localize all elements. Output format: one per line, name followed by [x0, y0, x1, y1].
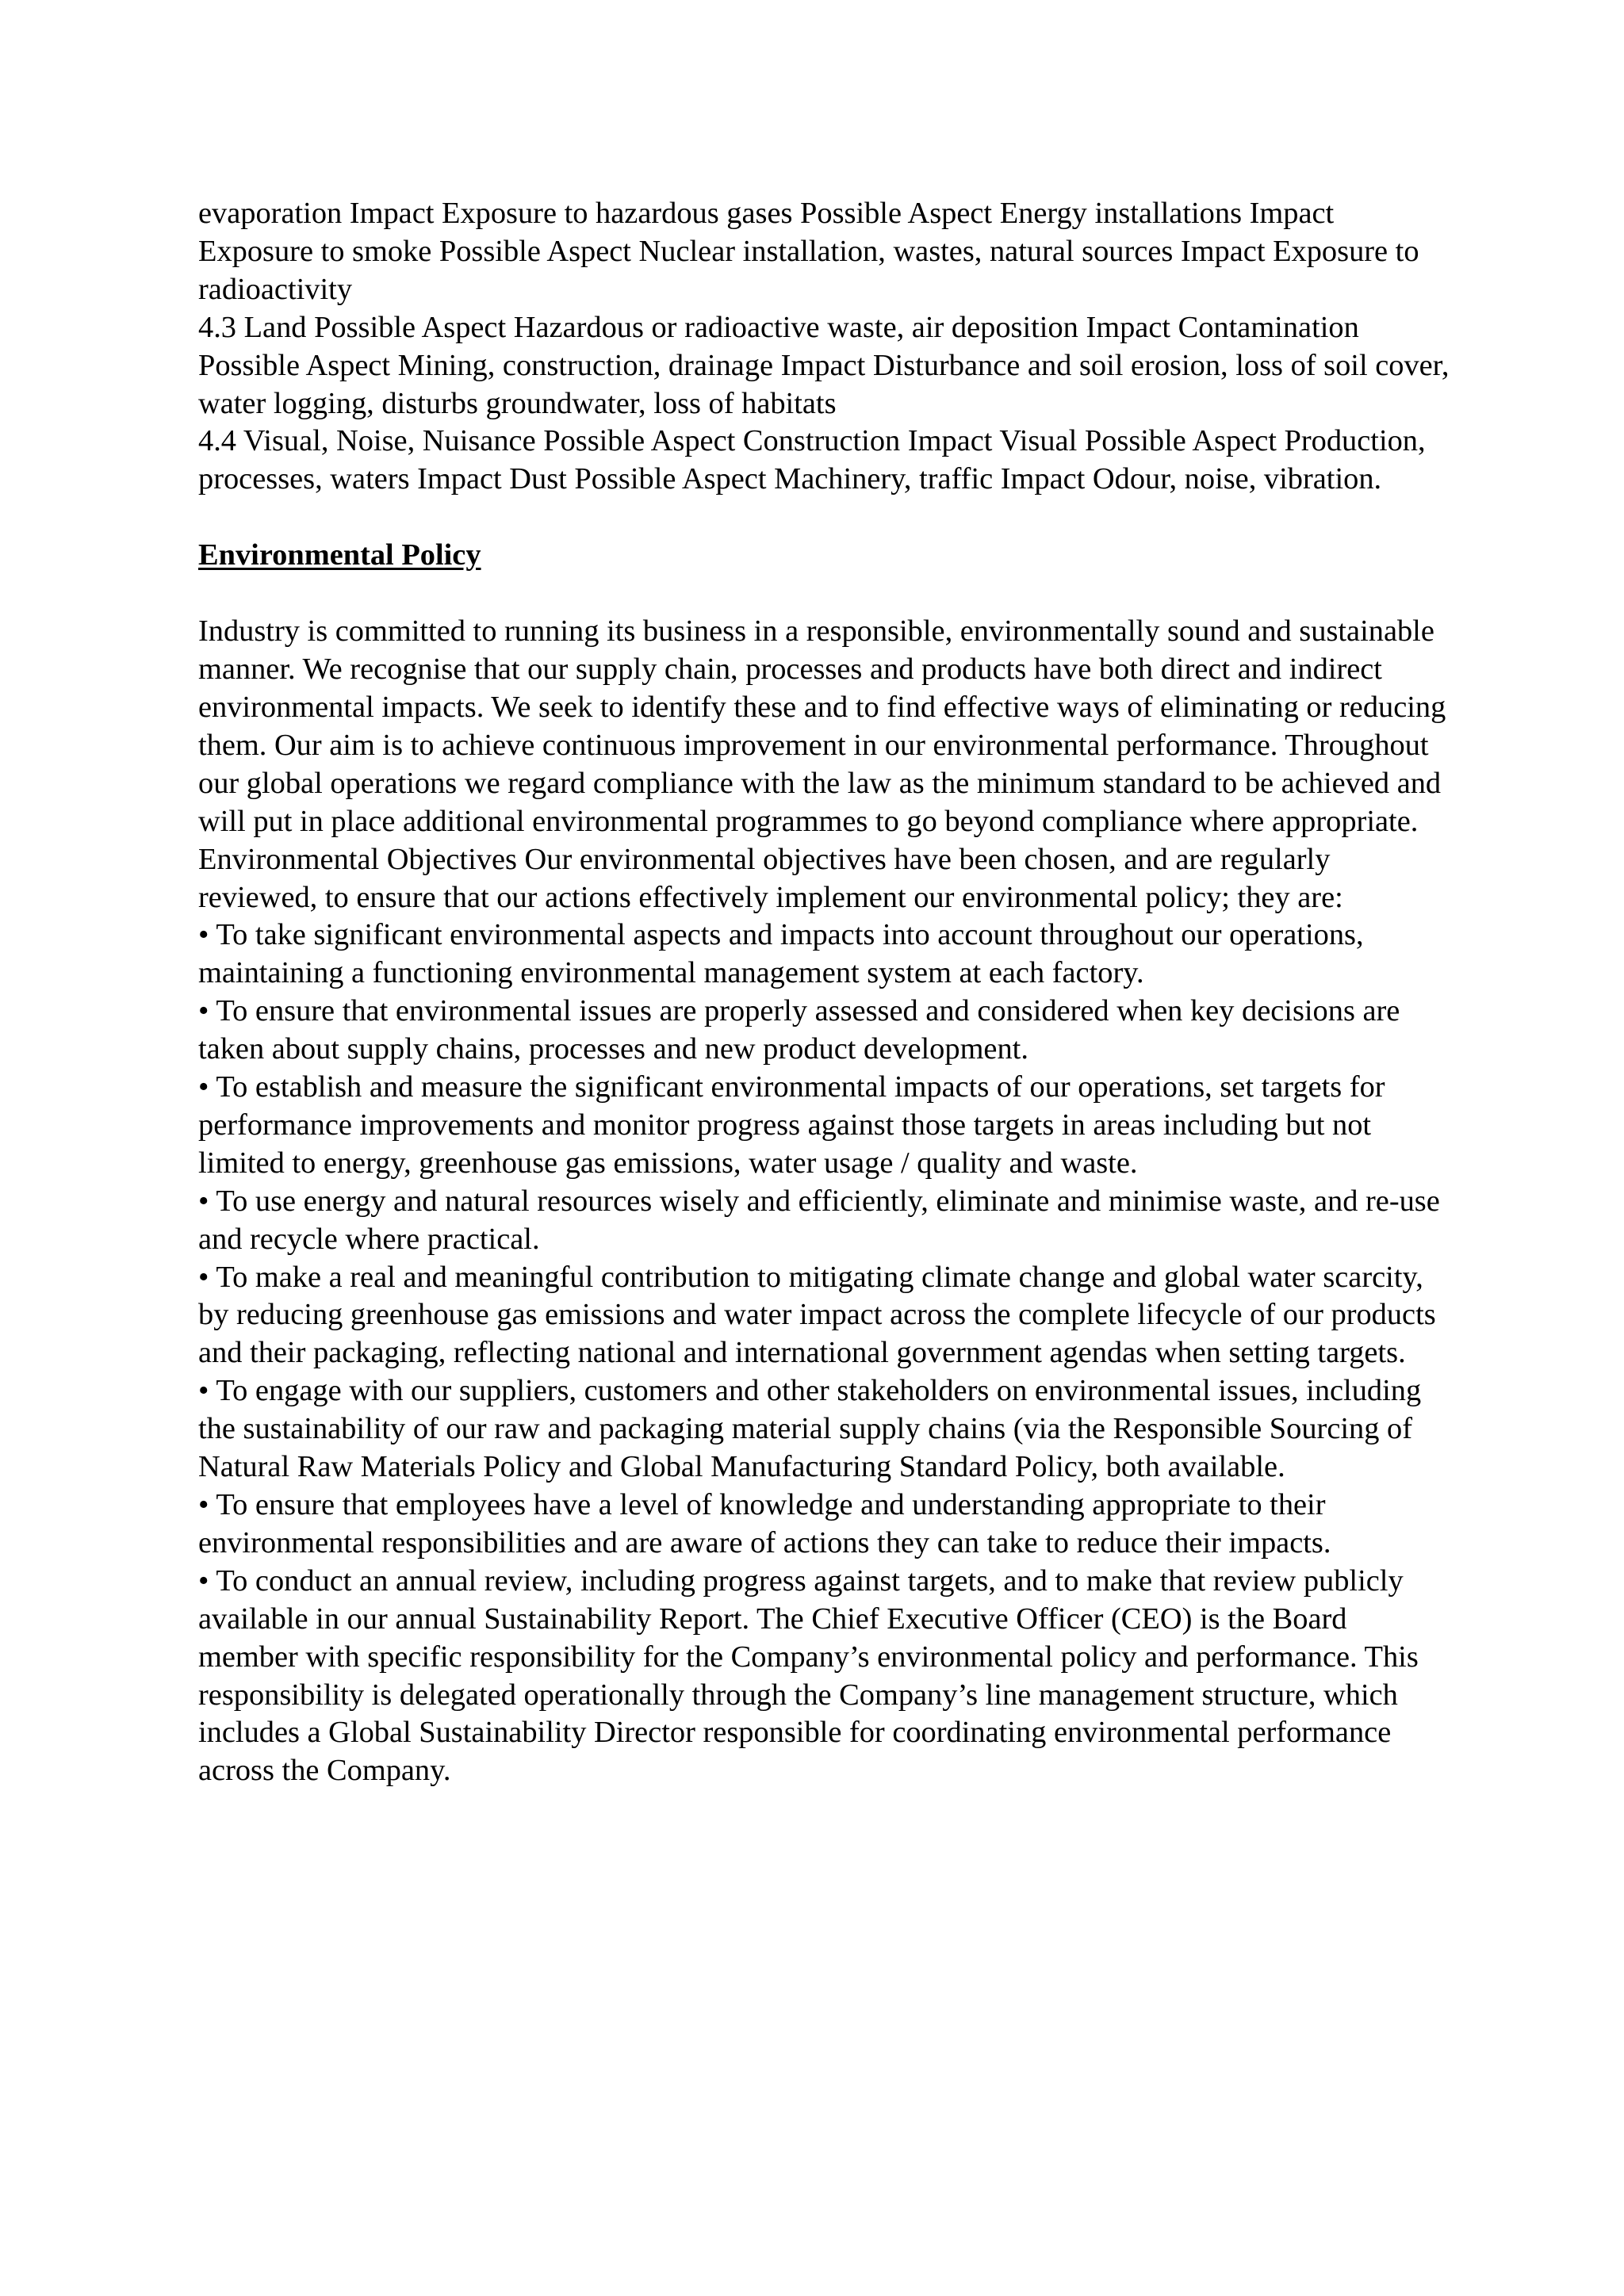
bullet-item: • To conduct an annual review, including progress against targets, and to make that review publicly available in our annual Sustainability Report. The Chief Executive Officer (CEO) is the Board member with specific responsibility for the Company’s environmental policy and performance. This responsibility is delegated operationally through the Company’s line management structure, which includes a Global Sustainability Director responsible for coordinating environmental performance across the Company. [198, 1563, 1419, 1788]
bullet-item: • To establish and measure the significant environmental impacts of our operations, set targets for performance improvements and monitor progress against those targets in areas including but not limited to energy, greenhouse gas emissions, water usage / quality and waste. [198, 1070, 1385, 1180]
intro-paragraph-aspects-air: evaporation Impact Exposure to hazardous gases Possible Aspect Energy installations Impact Exposure to smoke Possible Aspect Nuclear installation, wastes, natural sources Impact Exposure to radioactivity [198, 197, 1419, 306]
intro-paragraph-land: 4.3 Land Possible Aspect Hazardous or radioactive waste, air deposition Impact Contamination Possible Aspect Mining, construction, drainage Impact Disturbance and soil erosion, loss of soil cover, water logging, disturbs groundwater, loss of habitats [198, 310, 1450, 420]
bullet-item: • To ensure that environmental issues are properly assessed and considered when key decisions are taken about supply chains, processes and new product development. [198, 994, 1400, 1066]
bullet-item: • To take significant environmental aspects and impacts into account throughout our operations, maintaining a functioning environmental management system at each factory. [198, 918, 1364, 990]
bullet-item: • To engage with our suppliers, customers and other stakeholders on environmental issues, including the sustainability of our raw and packaging material supply chains (via the Responsible Sourcing of Natural Raw Materials Policy and Global Manufacturing Standard Policy, both available. [198, 1374, 1422, 1484]
document-body [198, 195, 1451, 1790]
bullet-item: • To make a real and meaningful contribution to mitigating climate change and global water scarcity, by reducing greenhouse gas emissions and water impact across the complete lifecycle of our products and their packaging, reflecting national and international government agendas when setting targets. [198, 1260, 1436, 1370]
section-heading: Environmental Policy [198, 538, 481, 572]
intro-paragraph-visual-noise: 4.4 Visual, Noise, Nuisance Possible Aspect Construction Impact Visual Possible Aspect Production, processes, waters Impact Dust Possible Aspect Machinery, traffic Impact Odour, noise, vibration. [198, 424, 1426, 496]
bullet-item: • To use energy and natural resources wisely and efficiently, eliminate and minimise waste, and re-use and recycle where practical. [198, 1184, 1440, 1256]
bullet-item: • To ensure that employees have a level of knowledge and understanding appropriate to their environmental responsibilities and are aware of actions they can take to reduce their impacts. [198, 1488, 1331, 1559]
policy-paragraph: Industry is committed to running its business in a responsible, environmentally sound and sustainable manner. We recognise that our supply chain, processes and products have both direct and indirect environmental impacts. We seek to identify these and to find effective ways of eliminating or reducing them. Our aim is to achieve continuous improvement in our environmental performance. Throughout our global operations we regard compliance with the law as the minimum standard to be achieved and will put in place additional environmental programmes to go beyond compliance where appropriate. Environmental Objectives Our environmental objectives have been chosen, and are regularly reviewed, to ensure that our actions effectively implement our environmental policy; they are: [198, 614, 1446, 914]
